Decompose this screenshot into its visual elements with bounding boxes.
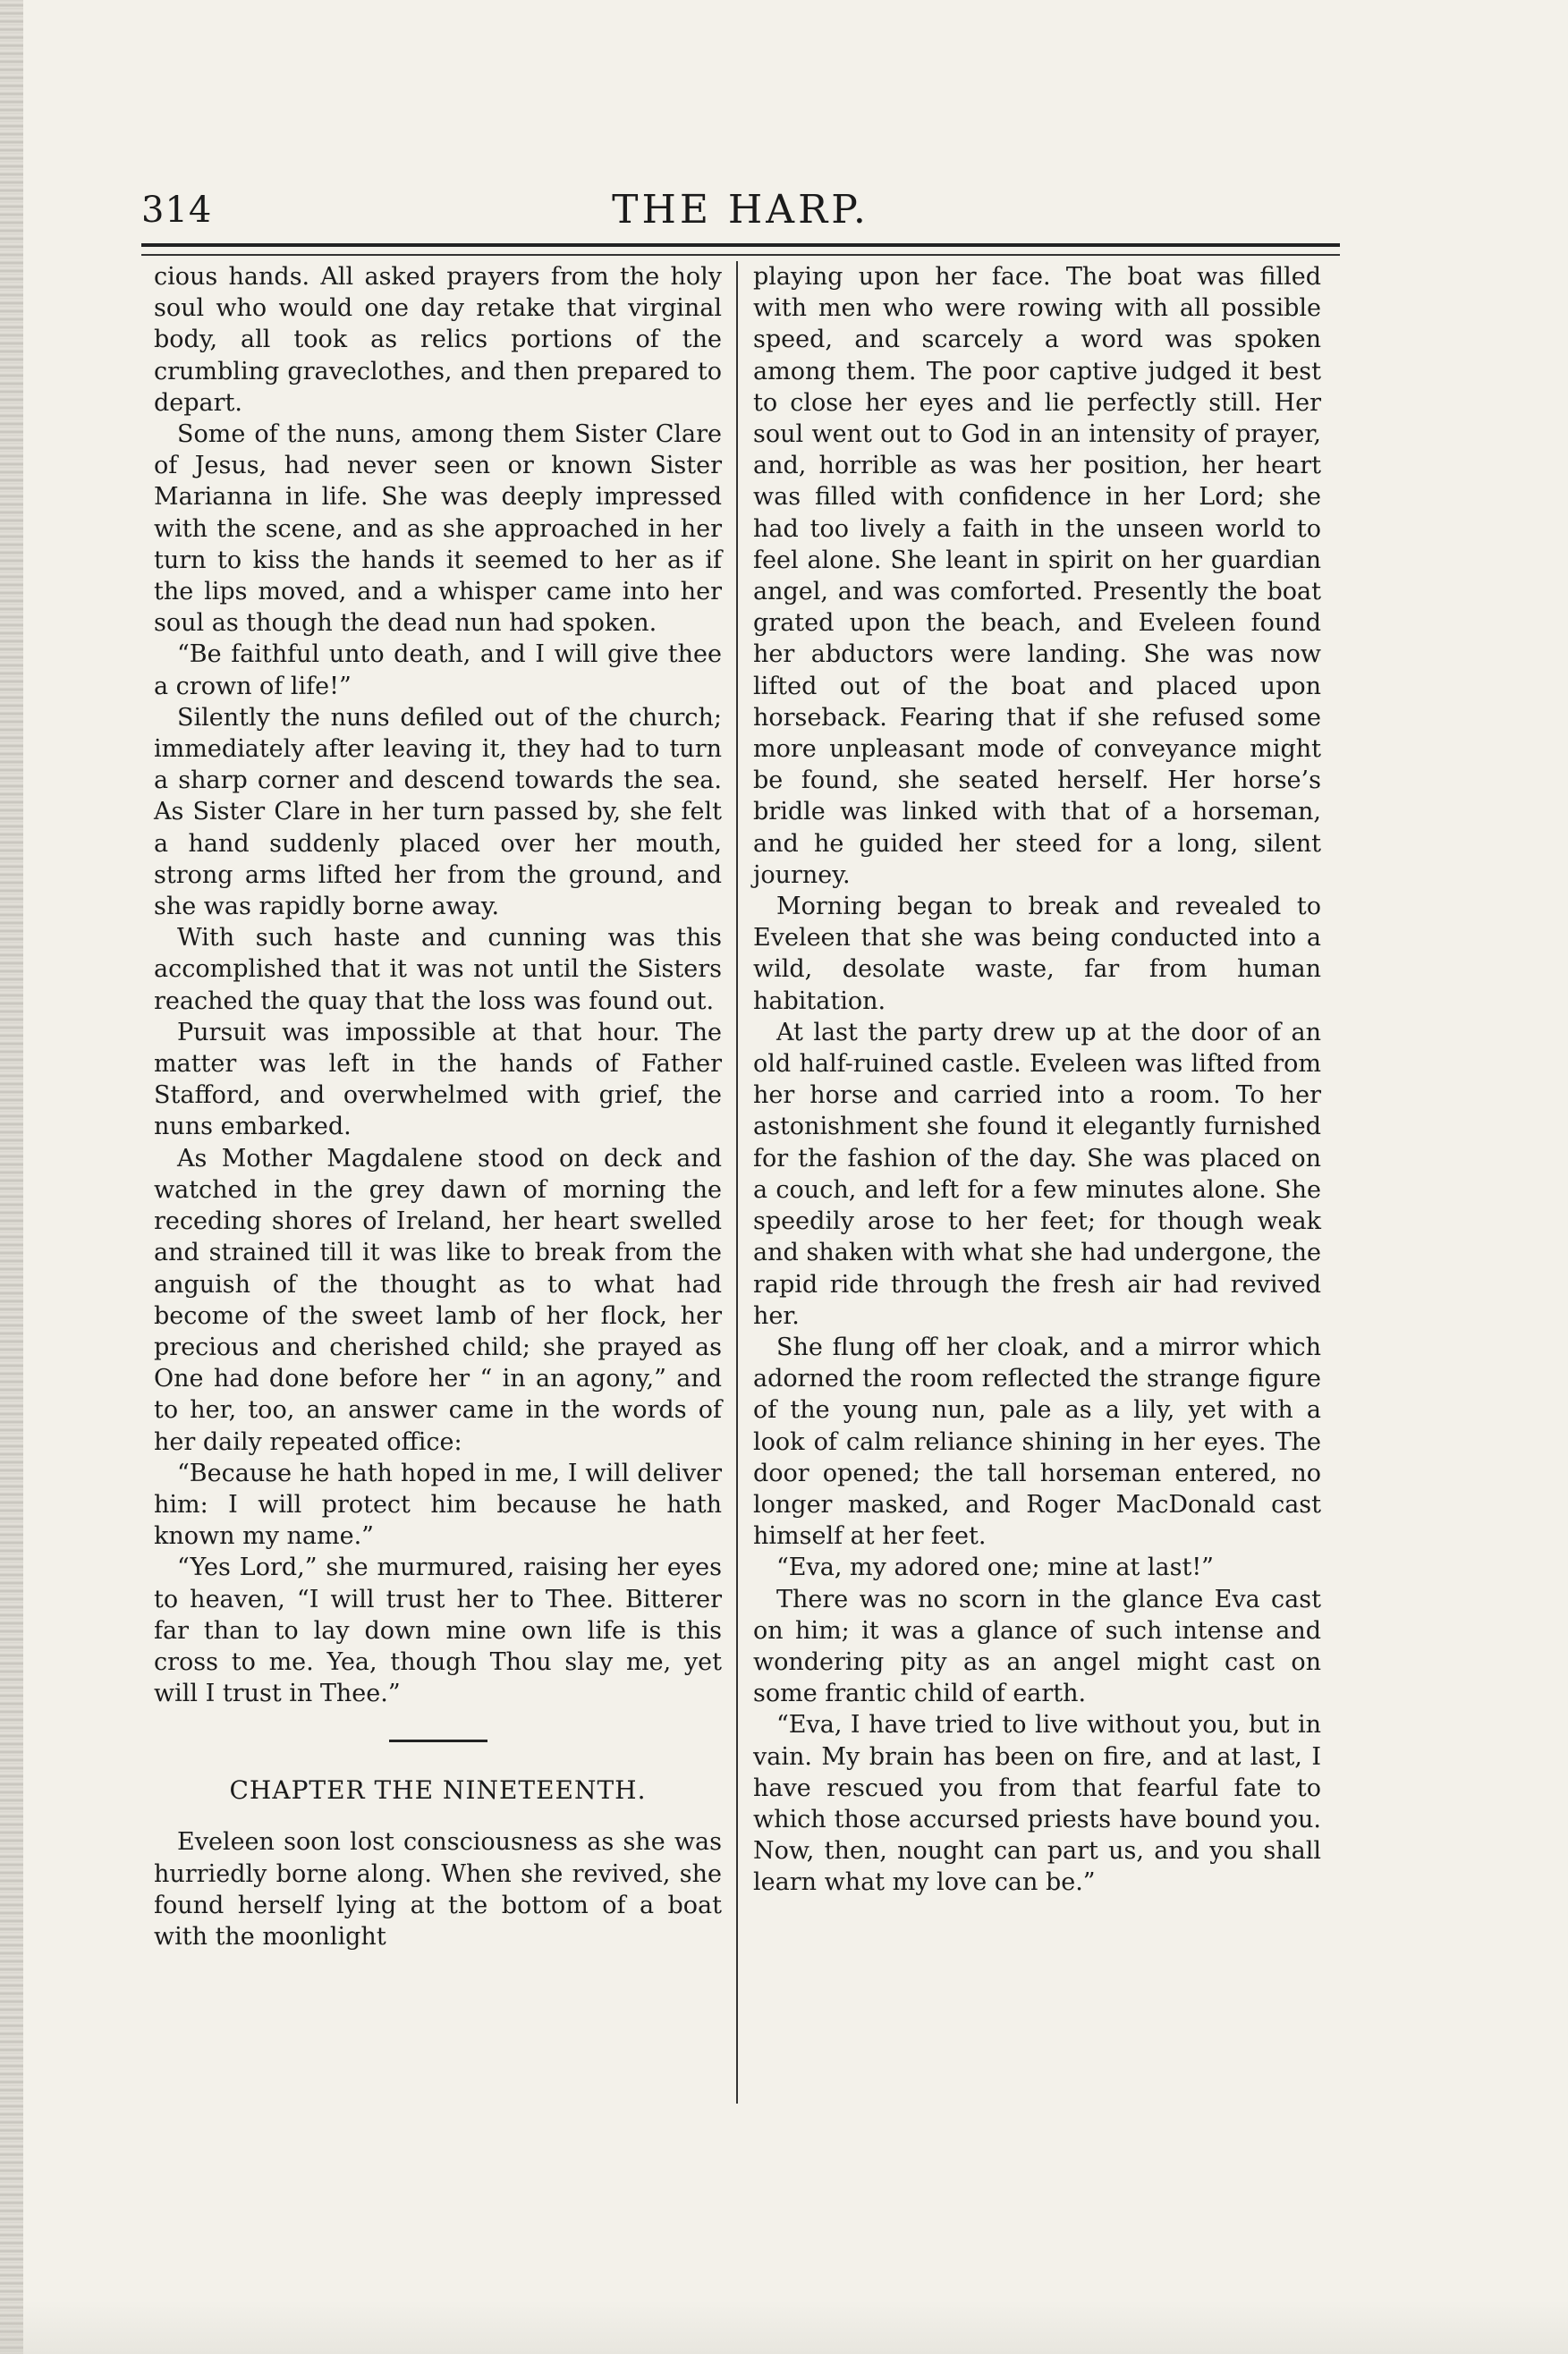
paragraph: “Because he hath hoped in me, I will deliver him: I will protect him because he hath known my name.” <box>154 1459 722 1551</box>
paragraph: Morning began to break and revealed to Eveleen that she was being conducted into a wild, desolate waste, far from human habitation. <box>753 893 1321 1015</box>
paragraph: cious hands. All asked prayers from the holy soul who would one day retake that virginal body, all took as relics portions of the crumbling graveclothes, and then prepared to depart. <box>154 263 722 417</box>
header-rule-thin <box>141 254 1340 256</box>
paragraph: “Eva, my adored one; mine at last!” <box>776 1554 1214 1582</box>
left-column <box>154 261 722 1952</box>
scan-bottom-artifact <box>0 2300 1568 2354</box>
paragraph: With such haste and cunning was this accomplished that it was not until the Sisters reached the quay that the loss was found out. <box>154 924 722 1015</box>
paragraph: As Mother Magdalene stood on deck and watched in the grey dawn of morning the receding shores of Ireland, her heart swelled and strained till it was like to break from the anguish of the thought as to what had become of the sweet lamb of her flock, her precious and cherished child; she prayed as One had done before her “ in an agony,” and to her, too, an answer came in the words of her daily repeated office: <box>154 1144 722 1456</box>
paragraph: Eveleen soon lost consciousness as she was hurriedly borne along. When she revived, she found herself lying at the bottom of a boat with the moonlight <box>154 1828 722 1951</box>
paragraph: At last the party drew up at the door of an old half-ruined castle. Eveleen was lifted from her horse and carried into a room. To her astonishment she found it elegantly furnished for the fashion of the day. She was placed on a couch, and left for a few minutes alone. She speedily arose to her feet; for though weak and shaken with what she had undergone, the rapid ride through the fresh air had revived her. <box>753 1018 1321 1330</box>
paragraph: Pursuit was impossible at that hour. The matter was left in the hands of Father Stafford, and overwhelmed with grief, the nuns embarked. <box>154 1018 722 1141</box>
paragraph: There was no scorn in the glance Eva cast on him; it was a glance of such intense and wondering pity as an angel might cast on some frantic child of earth. <box>753 1585 1321 1708</box>
page-header <box>141 183 1340 237</box>
paragraph: “Be faithful unto death, and I will give thee a crown of life!” <box>154 640 722 700</box>
paragraph: Some of the nuns, among them Sister Clare of Jesus, had never seen or known Sister Marianna in life. She was deeply impressed with the scene, and as she approached in her turn to kiss the hands it seemed to her as if the lips moved, and a whisper came into her soul as though the dead nun had spoken. <box>154 420 722 638</box>
chapter-heading: CHAPTER THE NINETEENTH. <box>229 1775 647 1806</box>
paragraph: “Yes Lord,” she murmured, raising her eyes to heaven, “I will trust her to Thee. Bitterer far than to lay down mine own life is this cross to me. Yea, though Thou slay me, yet will I trust in Thee.” <box>154 1554 722 1708</box>
paragraph: “Eva, I have tried to live without you, but in vain. My brain has been on fire, and at last, I have rescued you from that fearful fate to which those accursed priests have bound you. Now, then, nought can part us, and you shall learn what my love can be.” <box>753 1711 1321 1897</box>
paragraph: Silently the nuns defiled out of the church; immediately after leaving it, they had to turn a sharp corner and descend towards the sea. As Sister Clare in her turn passed by, she felt a hand suddenly placed over her mouth, strong arms lifted her from the ground, and she was rapidly borne away. <box>154 703 722 921</box>
column-divider <box>736 261 738 2104</box>
running-title: THE HARP. <box>612 187 869 233</box>
page-number: 314 <box>141 190 213 231</box>
scan-edge-artifact <box>0 0 23 2354</box>
section-divider-rule <box>389 1740 487 1742</box>
header-rule-thick <box>141 243 1340 247</box>
paragraph: She flung off her cloak, and a mirror which adorned the room reflected the strange figure of the young nun, pale as a lily, yet with a look of calm reliance shining in her eyes. The door opened; the tall horseman entered, no longer masked, and Roger MacDonald cast himself at her feet. <box>753 1333 1321 1551</box>
paragraph: playing upon her face. The boat was filled with men who were rowing with all possible speed, and scarcely a word was spoken among them. The poor captive judged it best to close her eyes and lie perfectly still. Her soul went out to God in an intensity of prayer, and, horrible as was her position, her heart was filled with confidence in her Lord; she had too lively a faith in the unseen world to feel alone. She leant in spirit on her guardian angel, and was comforted. Presently the boat grated upon the beach, and Eveleen found her abductors were landing. She was now lifted out of the boat and placed upon horseback. Fearing that if she refused some more unpleasant mode of conveyance might be found, she seated herself. Her horse’s bridle was linked with that of a horseman, and he guided her steed for a long, silent journey. <box>753 263 1321 889</box>
right-column <box>753 261 1321 1899</box>
